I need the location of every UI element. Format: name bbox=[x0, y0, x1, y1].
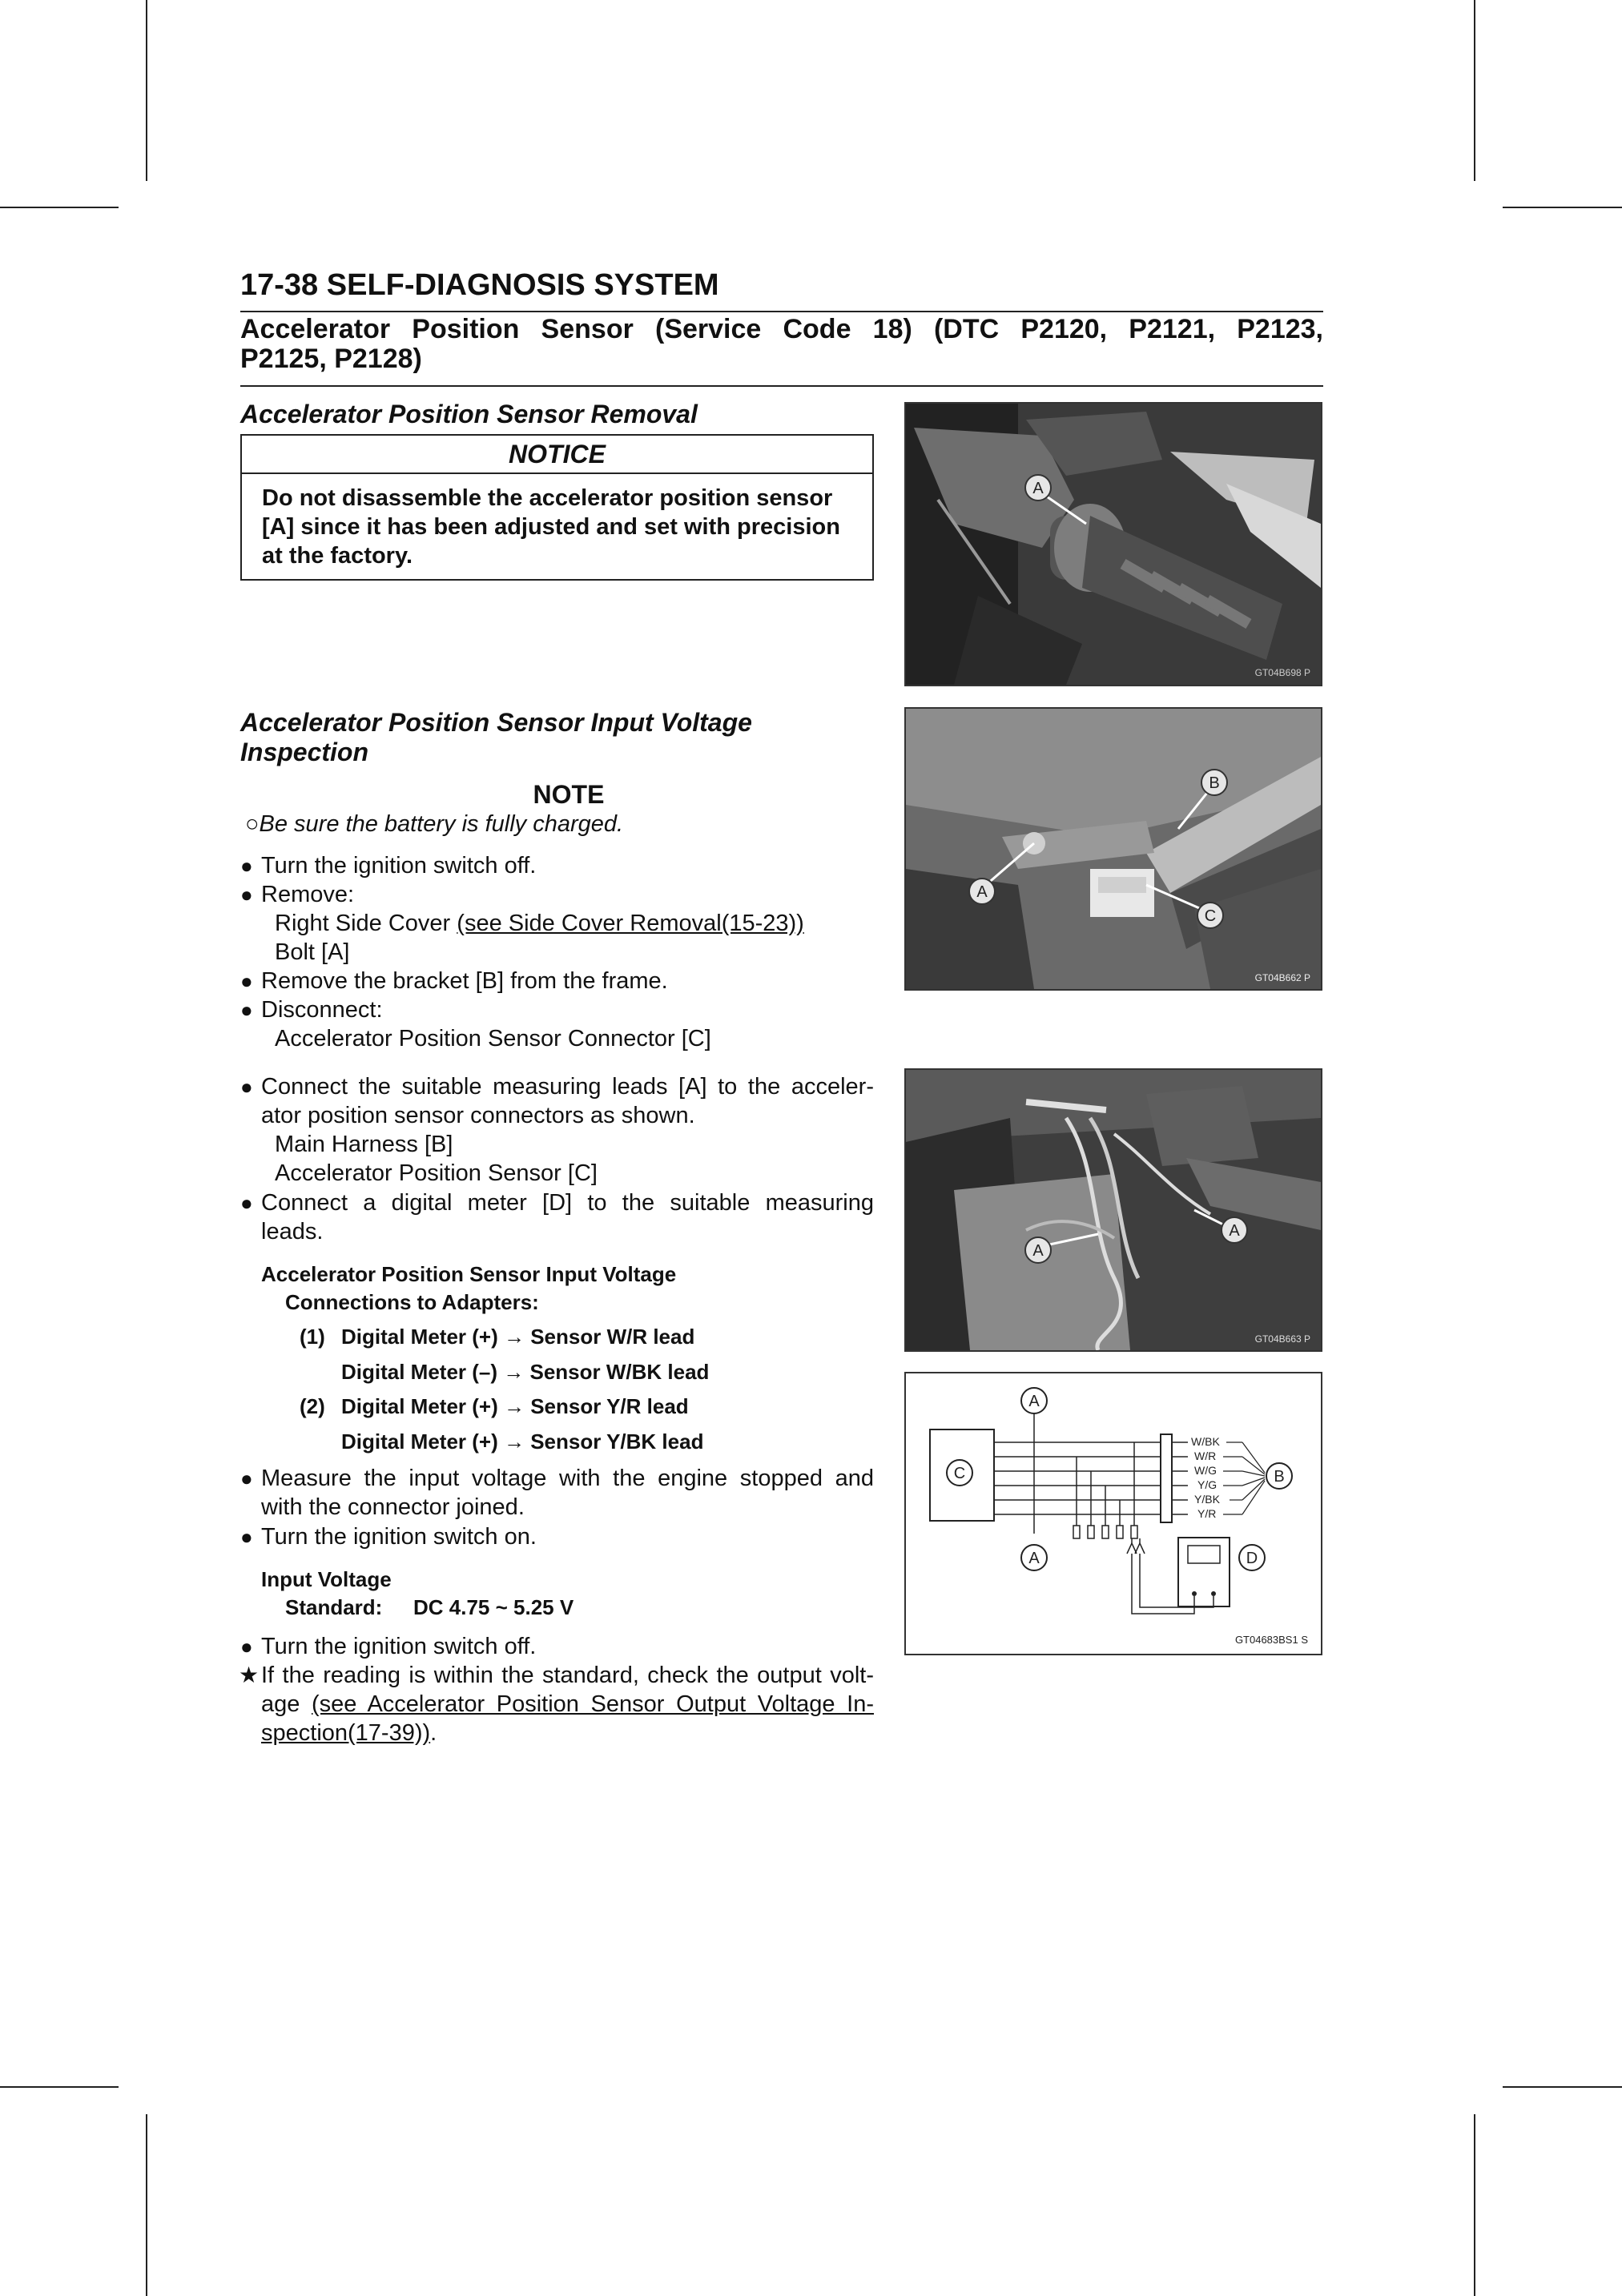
callout-label: B bbox=[1274, 1468, 1285, 1486]
inspection-heading-line1: Accelerator Position Sensor Input Voltage bbox=[240, 708, 752, 737]
final-line bbox=[261, 1719, 437, 1747]
note-title: NOTE bbox=[533, 780, 605, 809]
bullet-icon: ● bbox=[240, 1635, 253, 1659]
callout-label: A bbox=[1028, 1550, 1040, 1567]
inspection-heading-line2: Inspection bbox=[240, 738, 369, 766]
removal-heading: Accelerator Position Sensor Removal bbox=[240, 400, 698, 428]
callout-label: C bbox=[1204, 907, 1217, 925]
note-body: Be sure the battery is fully charged. bbox=[259, 811, 624, 837]
wire-label: Y/R bbox=[1197, 1507, 1217, 1520]
bullet-icon: ● bbox=[240, 969, 253, 993]
crop-mark bbox=[0, 2086, 119, 2088]
crop-mark bbox=[146, 2114, 147, 2296]
step-text: Remove: bbox=[261, 882, 355, 907]
final-period: . bbox=[430, 1720, 437, 1746]
connect-line: leads. bbox=[261, 1219, 324, 1245]
wire-label: W/G bbox=[1194, 1464, 1217, 1477]
figure-code: GT04B698 P bbox=[1254, 667, 1310, 678]
figure-wiring-diagram bbox=[904, 1372, 1322, 1655]
section-title-line2: P2125, P2128) bbox=[240, 344, 422, 374]
connection-text: Digital Meter (+) → Sensor Y/R lead bbox=[341, 1394, 689, 1418]
wire-label: W/BK bbox=[1191, 1435, 1220, 1448]
callout-label: A bbox=[976, 883, 988, 901]
bullet-icon: ● bbox=[240, 854, 253, 878]
crop-mark bbox=[1474, 0, 1475, 181]
standard-value: DC 4.75 ~ 5.25 V bbox=[413, 1595, 574, 1619]
side-cover-removal-link[interactable]: (see Side Cover Removal(15-23)) bbox=[457, 911, 804, 936]
measure-line: Measure the input voltage with the engine stopped and bbox=[261, 1466, 874, 1491]
connect-line: Connect the suitable measuring leads [A] to the acceler- bbox=[261, 1074, 874, 1100]
bullet-icon: ● bbox=[240, 1466, 253, 1490]
figure-code: GT04B663 P bbox=[1254, 1333, 1310, 1345]
connection-num: (1) bbox=[300, 1325, 325, 1349]
final-line bbox=[261, 1690, 874, 1719]
figure-bracket-photo bbox=[904, 707, 1322, 991]
bullet-icon: ● bbox=[240, 1525, 253, 1549]
connection-text: Digital Meter (+) → Sensor Y/BK lead bbox=[341, 1429, 704, 1454]
step-text: Accelerator Position Sensor Connector [C] bbox=[275, 1026, 711, 1051]
connect-line: Main Harness [B] bbox=[275, 1132, 453, 1157]
bullet-icon: ● bbox=[240, 1075, 253, 1099]
crop-mark bbox=[146, 0, 147, 181]
divider bbox=[240, 385, 1323, 387]
step-text: Bolt [A] bbox=[275, 939, 350, 965]
step-text: Remove the bracket [B] from the frame. bbox=[261, 968, 668, 994]
bracket-illustration bbox=[906, 709, 1321, 989]
step-label: Right Side Cover bbox=[275, 911, 457, 936]
output-voltage-link[interactable]: spection(17-39)) bbox=[261, 1720, 431, 1746]
final-line: If the reading is within the standard, check the output volt- bbox=[261, 1663, 874, 1688]
final-text: age bbox=[261, 1691, 312, 1717]
figure-throttle-grip-photo bbox=[904, 402, 1322, 686]
callout-label: C bbox=[953, 1465, 966, 1482]
section-title bbox=[240, 315, 1323, 374]
callout-label: B bbox=[1209, 774, 1220, 792]
note-mark: ○ bbox=[245, 811, 260, 837]
note-text bbox=[245, 810, 623, 838]
notice-line: [A] since it has been adjusted and set with precision bbox=[262, 514, 840, 540]
callout-label: A bbox=[1229, 1222, 1240, 1240]
crop-mark bbox=[1503, 2086, 1622, 2088]
notice-box bbox=[240, 434, 874, 581]
input-voltage-title: Input Voltage bbox=[261, 1567, 392, 1591]
crop-mark bbox=[0, 207, 119, 208]
standard-label: Standard: bbox=[285, 1595, 383, 1619]
inspection-heading bbox=[240, 708, 752, 767]
notice-body bbox=[242, 474, 872, 570]
page-title: 17-38 SELF-DIAGNOSIS SYSTEM bbox=[240, 268, 719, 302]
leads-illustration bbox=[906, 1070, 1321, 1350]
step-text: Turn the ignition switch off. bbox=[261, 853, 537, 879]
measure-line: Turn the ignition switch on. bbox=[261, 1524, 537, 1550]
notice-title: NOTICE bbox=[242, 436, 872, 474]
divider bbox=[240, 311, 1323, 312]
notice-line: Do not disassemble the accelerator position sensor bbox=[262, 485, 833, 511]
connection-text: Digital Meter (+) → Sensor W/R lead bbox=[341, 1325, 695, 1349]
wire-label: Y/BK bbox=[1194, 1493, 1220, 1506]
star-icon: ★ bbox=[239, 1663, 260, 1687]
connections-subtitle: Connections to Adapters: bbox=[285, 1290, 539, 1314]
final-off: Turn the ignition switch off. bbox=[261, 1634, 537, 1659]
callout-label: A bbox=[1032, 480, 1044, 497]
callout-label: A bbox=[1032, 1242, 1044, 1260]
wire-label: Y/G bbox=[1197, 1478, 1218, 1491]
wiring-diagram bbox=[906, 1373, 1321, 1654]
wire-label: W/R bbox=[1194, 1450, 1217, 1462]
callout-label: A bbox=[1028, 1393, 1040, 1410]
crop-mark bbox=[1503, 207, 1622, 208]
connection-num: (2) bbox=[300, 1394, 325, 1418]
bullet-icon: ● bbox=[240, 1191, 253, 1215]
connections-title: Accelerator Position Sensor Input Voltage bbox=[261, 1262, 677, 1286]
bullet-icon: ● bbox=[240, 883, 253, 907]
bullet-icon: ● bbox=[240, 998, 253, 1022]
throttle-grip-illustration bbox=[906, 404, 1321, 685]
section-title-line1: Accelerator Position Sensor (Service Code 18) (DTC P2120, P2121, P2123, bbox=[240, 314, 1323, 344]
figure-leads-photo bbox=[904, 1068, 1322, 1352]
notice-line: at the factory. bbox=[262, 543, 413, 569]
connect-line: ator position sensor connectors as shown. bbox=[261, 1103, 695, 1128]
figure-code: GT04B662 P bbox=[1254, 972, 1310, 983]
connection-text: Digital Meter (–) → Sensor W/BK lead bbox=[341, 1360, 710, 1384]
connect-line: Accelerator Position Sensor [C] bbox=[275, 1160, 598, 1186]
callout-label: D bbox=[1246, 1550, 1258, 1567]
step-text: Disconnect: bbox=[261, 997, 383, 1023]
figure-code: GT04683BS1 S bbox=[1234, 1634, 1308, 1646]
measure-line: with the connector joined. bbox=[261, 1494, 525, 1520]
step-text bbox=[275, 909, 804, 938]
connect-line: Connect a digital meter [D] to the suitable measuring bbox=[261, 1190, 874, 1216]
crop-mark bbox=[1474, 2114, 1475, 2296]
output-voltage-link[interactable]: (see Accelerator Position Sensor Output Voltage In- bbox=[312, 1691, 874, 1717]
